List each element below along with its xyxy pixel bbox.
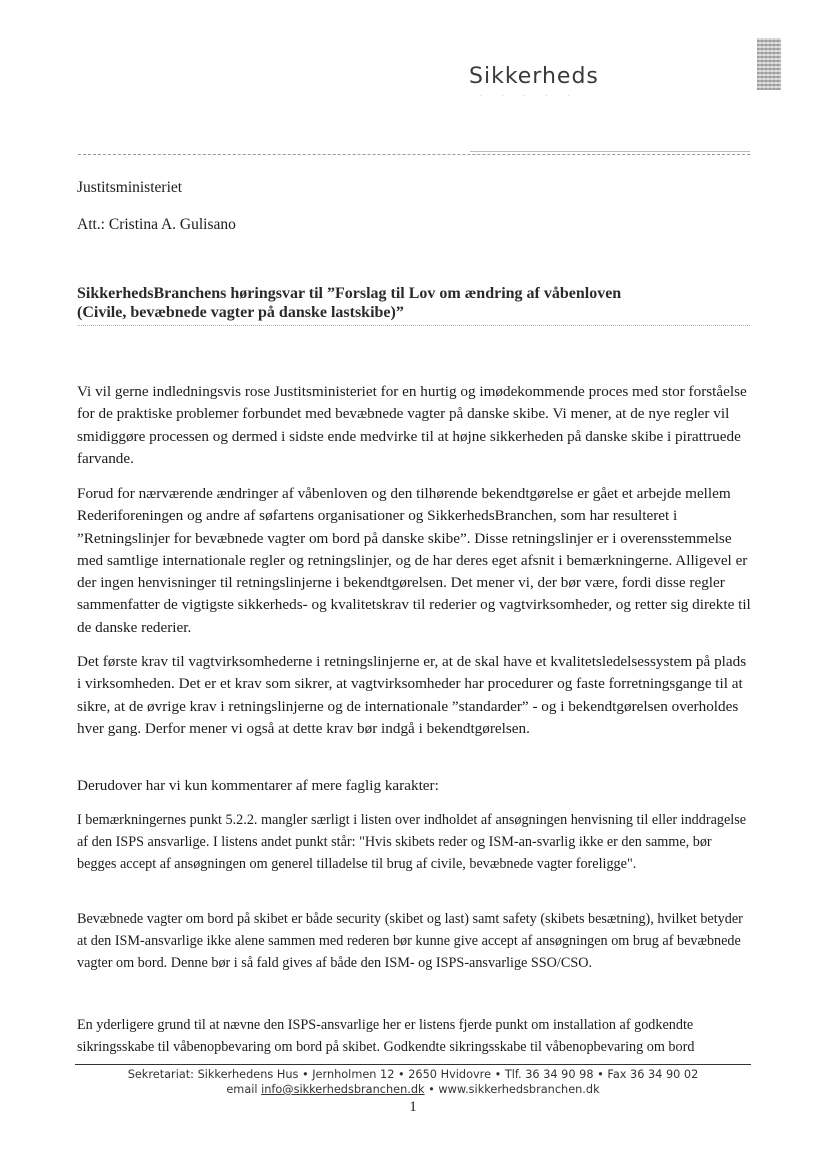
footer-address: Sekretariat: Sikkerhedens Hus • Jernholmen 12 • 2650 Hvidovre • Tlf. 36 34 90 98 • Fax 36 34 90 02: [127, 1068, 699, 1081]
body-paragraph-1: Vi vil gerne indledningsvis rose Justitsministeriet for en hurtig og imødekommende proces med stor forståelse for de praktiske problemer forbundet med bevæbnede vagter på danske skibe. Vi mener, at de nye regler vil smidiggøre processen og dermed i sidste ende medvirke til at højne sikkerheden på danske skibe i pirattruede farvande.: [77, 383, 747, 467]
footer-email-label: email: [226, 1083, 262, 1096]
recipient-attention: Att.: Cristina A. Gulisano: [77, 216, 236, 233]
subject-line-1: SikkerhedsBranchens høringsvar til ”Forslag til Lov om ændring af våbenloven: [77, 285, 622, 302]
footer-email-link[interactable]: info@sikkerhedsbranchen.dk: [261, 1083, 425, 1096]
body-paragraph-3: Det første krav til vagtvirksomhederne i retningslinjerne er, at de skal have et kvalitetsledelsessystem på plads i virksomheden. Det er et krav som sikrer, at vagtvirksomheder har procedurer og faste forretningsgange til at sikre, at de øvrige krav i retningslinjerne og de internationale ”standarder” - og i bekendtgørelsen overholdes hver gang. Derfor mener vi også at dette krav bør indgå i bekendtgørelsen.: [77, 653, 747, 737]
body-paragraph-2: Forud for nærværende ændringer af våbenloven og den tilhørende bekendtgørelse er gået et arbejde mellem Rederiforeningen og andre af søfartens organisationer og SikkerhedsBranchen, som har resulteret i ”Retningslinjer for bevæbnede vagter om bord på danske skibe”. Disse retningslinjer er i overensstemmelse med samtlige internationale regler og retningslinjer, og de har deres eget afsnit i bemærkningerne. Alligevel er der ingen henvisninger til retningslinjerne i bekendtgørelsen. Det mener vi, der bør være, fordi disse regler sammenfatter de vigtigste sikkerheds- og kvalitetskrav til rederier og vagtvirksomheder, og retter sig direkte til de danske rederier.: [77, 485, 751, 636]
subject-line-2: (Civile, bevæbnede vagter på danske lastskibe)”: [77, 304, 404, 321]
logo-mark-icon: [757, 38, 781, 90]
body-paragraph-7: En yderligere grund til at nævne den ISPS-ansvarlige her er listens fjerde punkt om installation af godkendte sikringsskabe til våbenopbevaring om bord på skibet. Godkendte sikringsskabe til våbenopbevaring om bord: [77, 1017, 695, 1055]
recipient-name: Justitsministeriet: [77, 179, 183, 196]
footer-contact: [0, 1083, 826, 1096]
page-number: 1: [409, 1099, 417, 1115]
body-paragraph-6: Bevæbnede vagter om bord på skibet er både security (skibet og last) samt safety (skibets besætning), hvilket betyder at den ISM-ansvarlige ikke alene sammen med rederen bør kunne give accept af ansøgningen om brug af bevæbnede vagter om bord. Denne bør i så fald gives af både den ISM- og ISPS-ansvarlige SSO/CSO.: [77, 911, 743, 971]
header-divider-accent: [470, 151, 750, 152]
body-paragraph-5: I bemærkningernes punkt 5.2.2. mangler særligt i listen over indholdet af ansøgningen henvisning til eller inddragelse af den ISPS ansvarlige. I listens andet punkt står: "Hvis skibets reder og ISM-an-svarlig ikke er den samme, bør begges accept af ansøgningen om generel tilladelse til brug af civile, bevæbnede vagter foreligge".: [77, 812, 747, 872]
subject-divider: [77, 325, 750, 326]
footer-website[interactable]: • www.sikkerhedsbranchen.dk: [424, 1083, 600, 1096]
body-paragraph-4: Derudover har vi kun kommentarer af mere faglig karakter:: [77, 777, 439, 794]
footer-divider: [75, 1064, 751, 1065]
logo-subtext: · · · · ·: [480, 93, 579, 100]
subject-heading: [77, 284, 757, 322]
header-divider: [78, 154, 750, 155]
logo-text: Sikkerheds: [469, 64, 599, 89]
